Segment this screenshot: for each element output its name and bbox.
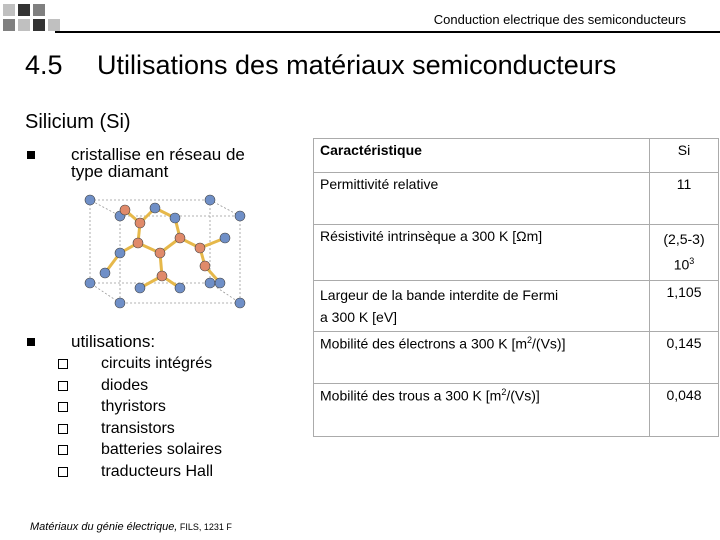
checkbox-bullet-icon [58,424,68,434]
bullet-uses-text: utilisations: [71,332,156,351]
table-cell-value: 1,105 [650,281,719,332]
corner-square [48,19,60,31]
table-cell-property: Mobilité des trous a 300 K $[m^2/(Vs)]$ [314,384,650,437]
table-row [314,384,719,437]
title-text: Utilisations des matériaux semiconducteurs [97,50,617,80]
table-header-row [314,139,719,173]
bullet-crystal-line2: type diamant [71,162,169,181]
bullet-crystal-text [71,146,245,180]
use-label: diodes [101,376,149,394]
table-cell-value: 11 [650,173,719,225]
table-cell-property: Résistivité intrinsèque a 300 K [Ωm] [314,225,650,281]
table-row [314,173,719,225]
header-title: Conduction electrique des semiconducteurs [433,12,686,27]
use-label: traducteurs Hall [101,462,214,480]
corner-square [33,4,45,16]
corner-square [3,19,15,31]
table-cell-property: Mobilité des électrons a 300 K $[m^2/(Vs)]$ [314,332,650,384]
diamond-lattice-image [80,188,250,318]
page-title [25,50,616,81]
bullet-crystal-line1: cristallise en réseau de [71,145,245,164]
corner-square [3,4,15,16]
corner-square [18,19,30,31]
header-rule [55,31,720,33]
checkbox-bullet-icon [58,359,68,369]
checkbox-bullet-icon [58,381,68,391]
use-label: circuits intégrés [101,355,213,372]
checkbox-bullet-icon [58,445,68,455]
use-label: thyristors [101,398,166,416]
footer: Matériaux du génie électrique, FILS, 1231 F [30,521,232,533]
corner-square [18,4,30,16]
corner-square [33,19,45,31]
subtitle: Silicium (Si) [25,111,131,133]
checkbox-bullet-icon [58,467,68,477]
table-header-property: Caractéristique [314,139,650,173]
table-cell-value: 0,048 [650,384,719,437]
use-label: transistors [101,419,175,437]
table-cell-value [650,225,719,281]
table-row [314,332,719,384]
bullet-marker [27,151,35,159]
table-row [314,281,719,332]
table-header-value: Si [650,139,719,173]
bullet-marker [27,338,35,346]
table-cell-value: 0,145 [650,332,719,384]
table-row [314,225,719,281]
corner-decoration [0,0,60,45]
table-cell-property: Permittivité relative [314,173,650,225]
use-label: batteries solaires [101,441,222,459]
table-cell-property: Largeur de la bande interdite de Fermi a 300 K [eV] [314,281,650,332]
title-number: 4.5 [25,50,63,80]
resistivity-value: (2,5-3) [663,231,705,247]
checkbox-bullet-icon [58,402,68,412]
properties-table [313,138,719,437]
resistivity-power: $10^3$ [673,256,695,273]
